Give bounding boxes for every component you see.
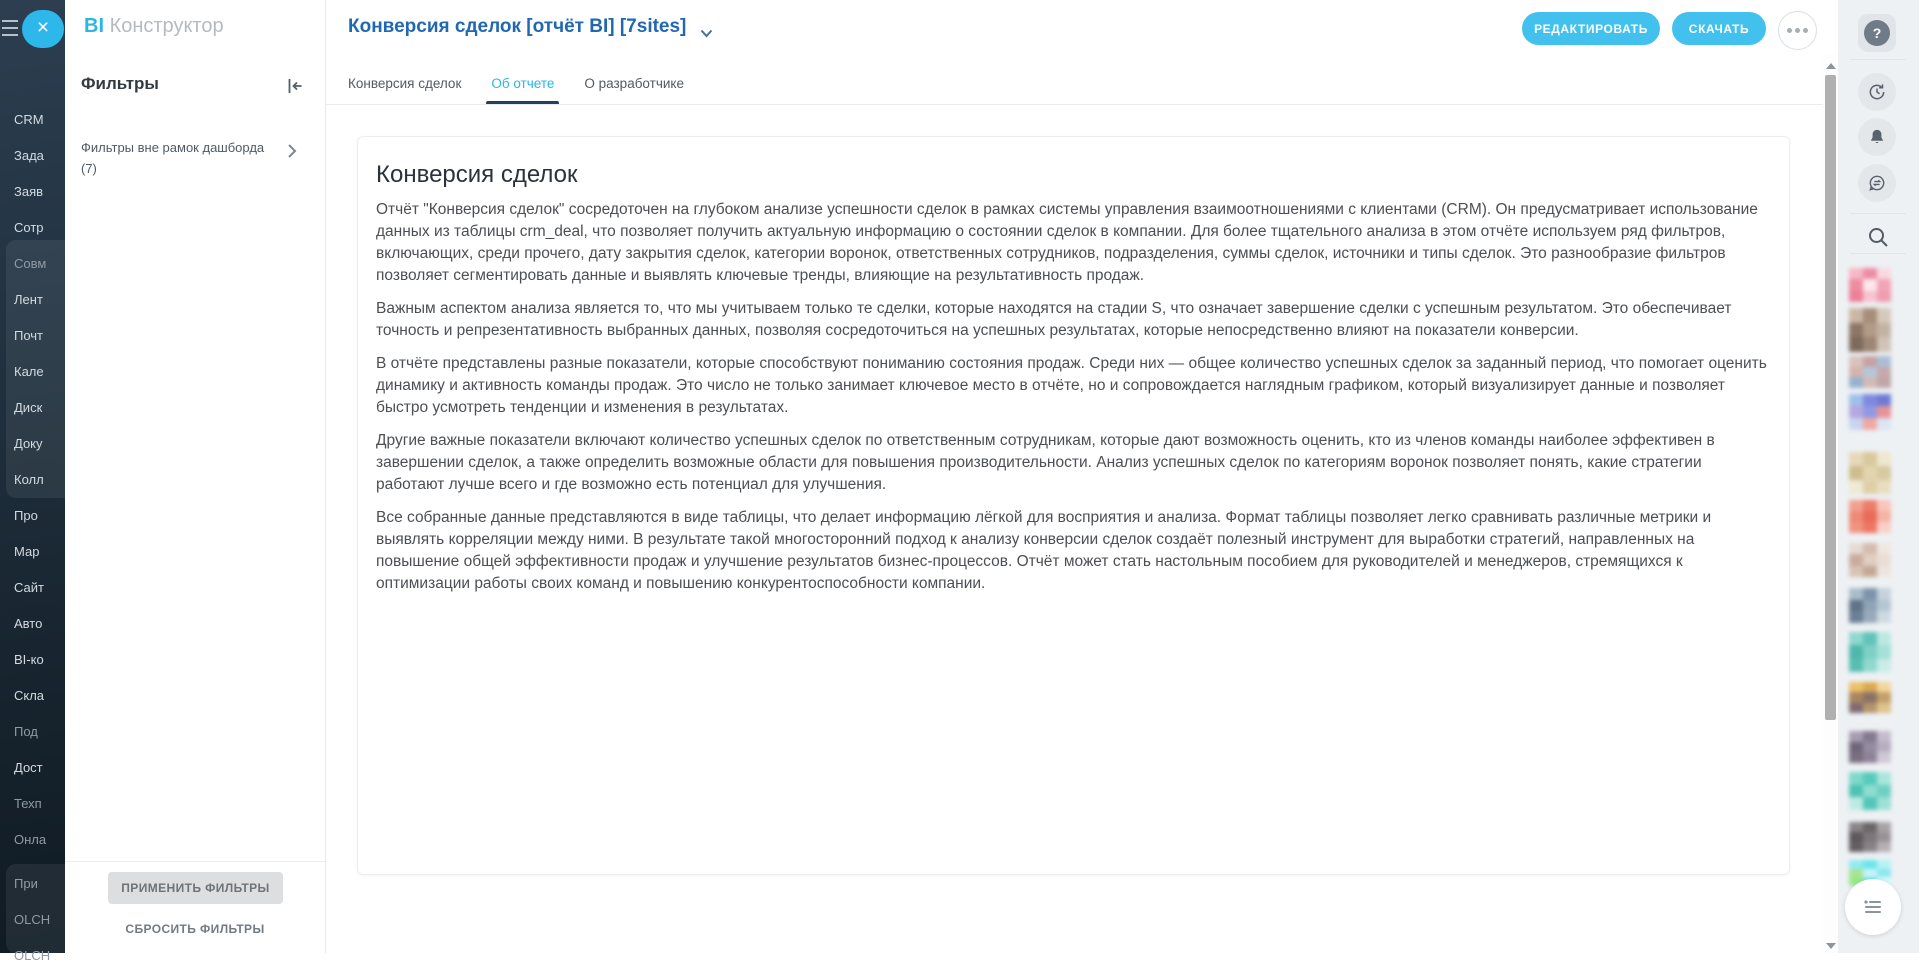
scrollbar-thumb[interactable] (1825, 75, 1836, 720)
sidebar-item[interactable]: Онла (14, 832, 47, 847)
filter-group-count: (7) (81, 161, 97, 176)
app-sidebar (0, 0, 65, 963)
sidebar-item[interactable]: Сотр (14, 220, 44, 235)
report-paragraphs (376, 199, 1773, 606)
avatar-brown[interactable] (1849, 308, 1891, 352)
avatar-pink[interactable] (1849, 268, 1891, 302)
quick-menu-button[interactable] (1845, 879, 1901, 935)
apply-filters-button[interactable]: ПРИМЕНИТЬ ФИЛЬТРЫ (108, 872, 283, 904)
sidebar-item[interactable]: Мар (14, 544, 40, 559)
filter-panel (65, 0, 326, 953)
scroll-down-arrow[interactable] (1826, 943, 1836, 949)
sidebar-item[interactable]: Техп (14, 796, 42, 811)
sidebar-item[interactable]: Лент (14, 292, 43, 307)
sidebar-item[interactable]: OLCH (14, 912, 51, 927)
edit-button[interactable]: РЕДАКТИРОВАТЬ (1522, 12, 1660, 45)
tabs-divider (326, 104, 1823, 105)
report-paragraph: Другие важные показатели включают количество успешных сделок по ответственным сотрудникам, которые дают возможность оценить, кто из членов команды наиболее эффективен в завершении сделок, а также определить возможные области для повышения производительности. Анализ успешных сделок по категориям воронок позволяет понять, какие стратегии работают лучше всего и где возможно есть потенциал для улучшения. (376, 432, 1715, 493)
close-slider-button[interactable]: × (22, 10, 64, 48)
rail-thumbnails (1838, 0, 1919, 953)
avatar-purple[interactable] (1849, 394, 1891, 430)
bi-constructor-logo (84, 15, 224, 38)
sidebar-item[interactable]: При (14, 876, 38, 891)
logo-bi: BI (84, 15, 104, 37)
avatar-bluegray[interactable] (1849, 588, 1891, 623)
avatar-gold[interactable] (1849, 682, 1891, 713)
hamburger-menu-icon[interactable] (2, 20, 18, 41)
tab-inactive[interactable]: О разработчике (584, 76, 684, 91)
avatar-rose-blue[interactable] (1849, 356, 1891, 388)
sidebar-item[interactable]: Зада (14, 148, 44, 163)
filters-title: Фильтры (81, 74, 159, 93)
sidebar-item[interactable]: BI-ко (14, 652, 44, 667)
right-rail (1838, 0, 1919, 953)
tab-active[interactable]: Об отчете (491, 70, 554, 104)
tab-inactive[interactable]: Конверсия сделок (348, 76, 462, 91)
avatar-mauve[interactable] (1849, 731, 1891, 763)
avatar-tan[interactable] (1849, 452, 1891, 494)
report-card (357, 136, 1790, 875)
avatar-gray[interactable] (1849, 822, 1891, 852)
sidebar-item[interactable]: Колл (14, 472, 44, 487)
sidebar-item[interactable]: Кале (14, 364, 44, 379)
filter-group-label[interactable]: Фильтры вне рамок дашборда (81, 140, 265, 155)
report-paragraph: Все собранные данные представляются в виде таблицы, что делает информацию лёгкой для восприятия и анализа. Формат таблицы позволяет легко сравнивать различные метрики и выявлять корреляции между ними. В результате такой многосторонний подход к анализу конверсии сделок создаёт полезный инструмент для выработки стратегий, направленных на повышение общей эффективности продаж и улучшение результатов бизнес-процессов. Отчёт может стать настольным пособием для руководителей и менеджеров, стремящихся к оптимизации работы своих команд и повышению конкурентоспособности компании. (376, 509, 1712, 592)
vertical-scrollbar[interactable] (1823, 55, 1838, 953)
download-button[interactable]: СКАЧАТЬ (1672, 12, 1766, 45)
chevron-down-icon[interactable] (700, 25, 713, 43)
avatar-beige[interactable] (1849, 543, 1891, 577)
report-paragraph: Важным аспектом анализа является то, что мы учитываем только те сделки, которые находятся на стадии S, что означает завершение сделки с успешным результатом. Это обеспечивает точность и репрезентативность выбранных данных, позволяя сосредоточиться на успешных результатах, которые непосредственно влияют на показатели конверсии. (376, 300, 1732, 339)
more-options-button[interactable] (1778, 11, 1817, 50)
scroll-up-arrow[interactable] (1826, 63, 1836, 69)
avatar-teal[interactable] (1849, 632, 1891, 672)
report-title[interactable]: Конверсия сделок [отчёт BI] [7sites] (348, 16, 687, 37)
avatar-orange[interactable] (1849, 500, 1891, 533)
sidebar-item[interactable]: CRM (14, 112, 44, 127)
collapse-panel-icon[interactable] (285, 76, 305, 96)
sidebar-item[interactable]: Диск (14, 400, 43, 415)
logo-text: Конструктор (109, 15, 224, 37)
report-paragraph: Отчёт "Конверсия сделок" сосредоточен на глубоком анализе успешности сделок в рамках системы управления взаимоотношениями с клиентами (CRM). Он предусматривает использование данных из таблицы crm_deal, что позволяет получить актуальную информацию о состоянии сделок в компании. Для более тщательного анализа в этом отчёте используем ряд фильтров, включающих, среди прочего, дату закрытия сделок, категории воронок, ответственных сотрудников, подразделения, суммы сделок, источники и типы сделок. Это разнообразие фильтров позволяет сегментировать данные и выявлять ключевые тренды, влияющие на результативность продаж. (376, 201, 1758, 284)
sidebar-item[interactable]: Дост (14, 760, 43, 775)
report-heading: Конверсия сделок (376, 161, 578, 188)
sidebar-item[interactable]: Заяв (14, 184, 44, 199)
sidebar-item[interactable]: Скла (14, 688, 45, 703)
sidebar-item[interactable]: Сайт (14, 580, 44, 595)
footer-divider (65, 861, 325, 862)
sidebar-item[interactable]: Почт (14, 328, 44, 343)
tab-bar (348, 70, 684, 104)
sidebar-item[interactable]: Авто (14, 616, 43, 631)
avatar-mint[interactable] (1849, 772, 1891, 810)
sidebar-item[interactable]: Под (14, 724, 38, 739)
sidebar-item[interactable]: Доку (14, 436, 43, 451)
chevron-right-icon[interactable] (287, 143, 299, 159)
sidebar-item[interactable]: OLCH (14, 948, 51, 963)
list-menu-icon (1861, 895, 1885, 919)
report-paragraph: В отчёте представлены разные показатели, которые способствуют пониманию состояния продаж. Среди них — общее количество успешных сделок за заданный период, что помогает оценить динамику и активность команды продаж. Это число не только занимает ключевое место в отчёте, но и сопровождается наглядным графиком, который визуализирует данные и позволяет быстро усмотреть тенденции и изменения в результатах. (376, 355, 1767, 416)
question-icon: ? (1864, 20, 1890, 46)
reset-filters-button[interactable]: СБРОСИТЬ ФИЛЬТРЫ (125, 922, 265, 936)
sidebar-item[interactable]: Совм (14, 256, 47, 271)
sidebar-item[interactable]: Про (14, 508, 38, 523)
